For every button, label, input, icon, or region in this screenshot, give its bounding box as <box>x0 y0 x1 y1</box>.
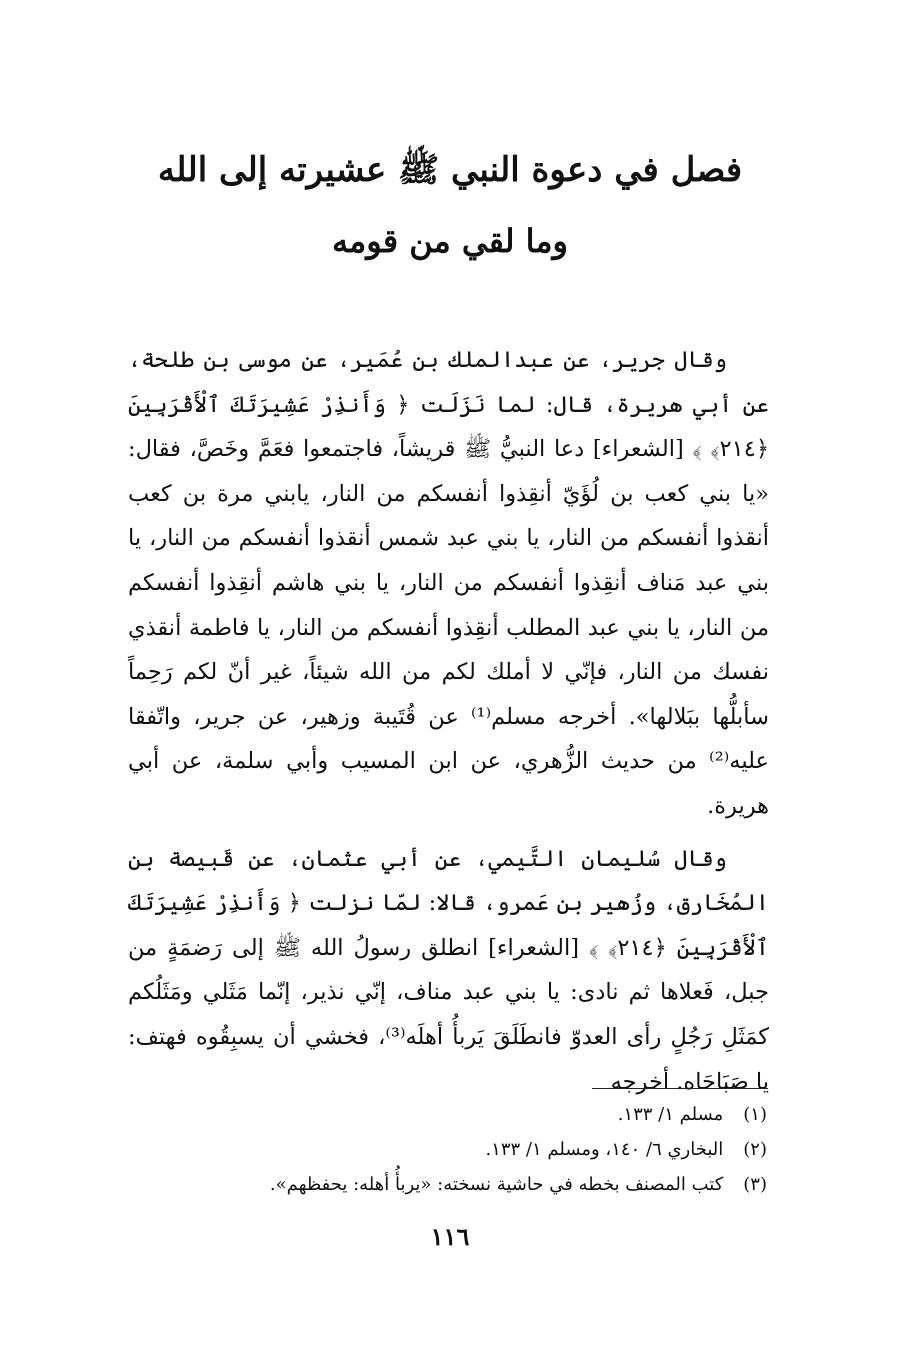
footnote-1 <box>128 1097 769 1132</box>
paragraph-1: وقال جرير، عن عبدالملك بن عُمَير، عن موسى بن طلحة، عن أبي هريرة، قال: لما نَزَلَت ﴿ وَأَنذِرْ عَشِيرَتَكَ ٱلْأَقْرَبِينَ ﴿٢١٤﴾ ﴾ [الشعراء] دعا النبيُّ ﷺ قريشاً، فاجتمعوا فعَمَّ وخَصَّ، فقال: «يا بني كعب بن لُؤَيّ أنقِذوا أنفسكم من النار، يابني مرة بن كعب أنقذوا أنفسكم من النار، يا بني عبد شمس أنقذوا أنفسكم من النار، يا بني عبد مَناف أنقِذوا أنفسكم من النار، يا بني هاشم أنقِذوا أنفسكم من النار، يا بني عبد المطلب أنقِذوا أنفسكم من النار، يا فاطمة أنقذي نفسك من النار، فإنّي لا أملك لكم من الله شيئاً، غير أنّ لكم رَحِماً سأبلُّها ببَلالها». أخرجه مسلم⁽¹⁾ عن قُتَيبة وزهير، عن جرير، واتّفقا عليه⁽²⁾ من حديث الزُّهري، عن ابن المسيب وأبي سلمة، عن أبي هريرة. <box>128 347 769 819</box>
footnote-number: (٢) <box>743 1139 767 1160</box>
footnote-text: كتب المصنف بخطه في حاشية نسخته: «يربأُ أهله: يحفظهم». <box>269 1174 724 1195</box>
footnotes <box>128 1097 769 1202</box>
main-text <box>128 338 769 1104</box>
chapter-heading-line-2: وما لقي من قومه <box>332 222 568 260</box>
paragraph-2: وقال سُليمان التَّيمي، عن أبي عثمان، عن قَبيصة بن المُخَارق، وزُهير بن عَمرو، قالا: لمّا نزلت ﴿ وَأَنذِرْ عَشِيرَتَكَ ٱلْأَقْرَبِينَ ﴿٢١٤﴾ ﴾ [الشعراء] انطلق رسولُ الله ﷺ إلى رَضمَةٍ من جبل، فَعلاها ثم نادى: يا بني عبد مناف، إنّي نذير، إنّما مَثَلي ومَثَلُكم كمَثَلِ رَجُلٍ رأى العدوّ فانطَلَقَ يَربأُ أهلَه⁽³⁾، فخشي أن يسبِقُوه فهتف: يا صَبَاحَاه. أخرجه <box>128 845 769 1095</box>
chapter-heading-line-1: فصل في دعوة النبي ﷺ عشيرته إلى الله <box>157 150 743 190</box>
footnote-number: (١) <box>743 1104 767 1125</box>
footnote-3 <box>128 1167 769 1202</box>
footnote-text: مسلم ١/ ١٣٣. <box>617 1104 724 1125</box>
footnote-2 <box>128 1132 769 1167</box>
footnote-text: البخاري ٦/ ١٤٠، ومسلم ١/ ١٣٣. <box>485 1139 724 1160</box>
footnote-separator <box>592 1088 768 1089</box>
footnote-number: (٣) <box>743 1174 767 1195</box>
page-number: ١١٦ <box>430 1222 470 1251</box>
